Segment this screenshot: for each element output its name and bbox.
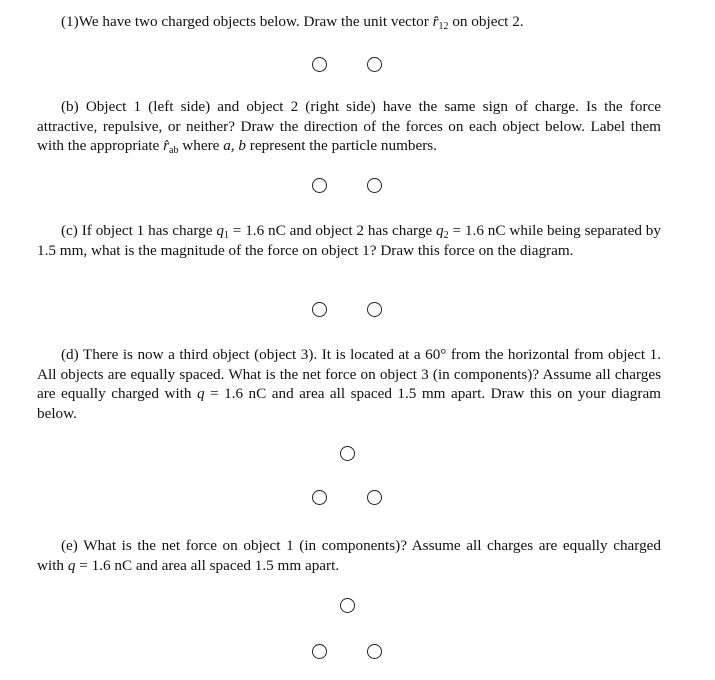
question-c-text: (c) If object 1 has charge $q_1 = 1.6$ nC and object 2 has charge $q_2 = 1.6$ nC while being separated by 1.5 mm, what is the magnitude of the force on object 1? Draw this force on the diagram. [37, 222, 661, 259]
object-2-circle [367, 178, 382, 193]
object-3-circle [340, 598, 355, 613]
object-2-circle [367, 490, 382, 505]
object-1-circle [312, 302, 327, 317]
object-2-circle [367, 644, 382, 659]
object-2-circle [367, 302, 382, 317]
question-1-text: (1)We have two charged objects below. Draw the unit vector $r̂_{12}$ on object 2. [61, 13, 524, 32]
object-1-circle [312, 644, 327, 659]
question-d-text: (d) There is now a third object (object 3). It is located at a 60° from the horizontal from object 1. All objects are equally spaced. What is the net force on object 3 (in components)? Assume all charges are equally charged with q = 1.6 nC and area all spaced 1.5 mm apart. Draw this on your diagram below. [37, 346, 661, 422]
object-1-circle [312, 490, 327, 505]
question-b-text: (b) Object 1 (left side) and object 2 (right side) have the same sign of charge. Is the force attractive, repulsive, or neither? Draw the direction of the forces on each object below. Label them with the appropriate $r̂_{ab}$ where a, b represent the particle numbers. [37, 98, 661, 156]
question-e-text: (e) What is the net force on object 1 (in components)? Assume all charges are equally charged with q = 1.6 nC and area all spaced 1.5 mm apart. [37, 537, 661, 574]
object-1-circle [312, 178, 327, 193]
object-2-circle [367, 57, 382, 72]
object-1-circle [312, 57, 327, 72]
object-3-circle [340, 446, 355, 461]
